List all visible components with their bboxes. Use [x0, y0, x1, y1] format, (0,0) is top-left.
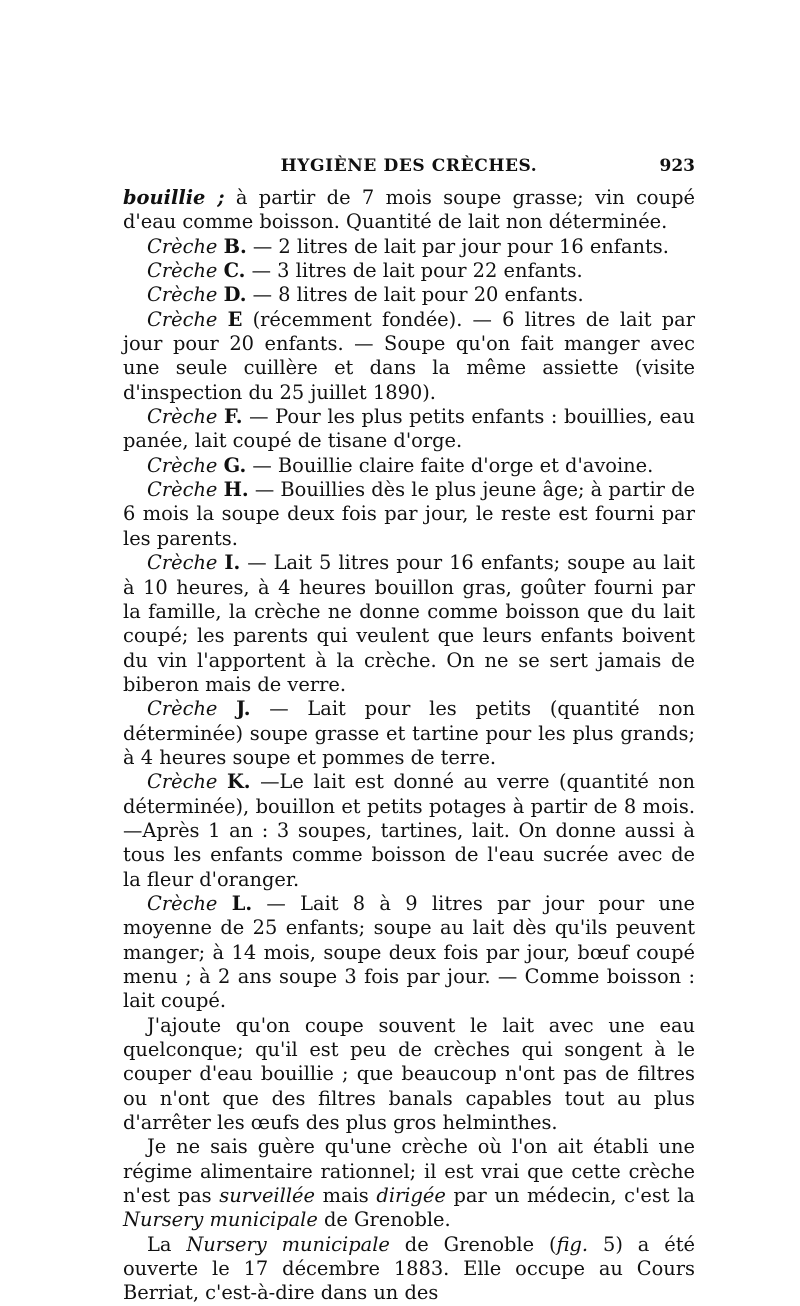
paragraph-text: —Le lait est donné au verre (quantité non déterminée), bouillon et petits potages à partir de 8 mois.—Après 1 an : 3 soupes, tartines, lait. On donne aussi à tous les enfants comme boisson de l'eau sucrée avec de la fleur d'oranger.: [123, 770, 695, 891]
creche-label: Crèche: [147, 234, 218, 258]
creche-code: C.: [223, 259, 246, 283]
creche-code: K.: [226, 770, 251, 794]
italic-run: Nursery municipale: [123, 1208, 318, 1232]
paragraph-run: de Grenoble (: [389, 1232, 557, 1256]
paragraph-text: J'ajoute qu'on coupe souvent le lait avec une eau quelconque; qu'il est peu de crèches qui songent à le couper d'eau bouillie ; que beaucoup n'ont pas de filtres ou n'ont que des filtres banals capables tout au plus d'arrêter les œufs des plus gros helminthes.: [123, 1013, 695, 1135]
creche-label: Crèche: [147, 551, 218, 575]
page-header: [123, 156, 695, 180]
paragraph: [123, 1135, 695, 1232]
paragraph-run: mais: [314, 1184, 377, 1208]
creche-entry: [123, 283, 695, 307]
paragraph-text: — Bouillie claire faite d'orge et d'avoine.: [246, 453, 654, 477]
paragraph-text: — 8 litres de lait pour 20 enfants.: [246, 283, 584, 307]
creche-label: Crèche: [147, 770, 218, 794]
creche-entry: [123, 308, 695, 405]
paragraph-text: — 2 litres de lait par jour pour 16 enfants.: [246, 234, 669, 258]
paragraph-text: — 3 litres de lait pour 22 enfants.: [245, 259, 583, 283]
creche-code: L.: [231, 891, 253, 915]
italic-run: Nursery municipale: [186, 1232, 390, 1256]
paragraph: [123, 1233, 695, 1306]
italic-lead: bouillie ;: [123, 186, 225, 209]
creche-label: Crèche: [147, 405, 218, 429]
creche-code: I.: [224, 551, 241, 575]
paragraph-text: — Pour les plus petits enfants : bouillies, eau panée, lait coupé de tisane d'orge.: [123, 405, 696, 453]
creche-code: E: [227, 307, 243, 331]
creche-code: G.: [223, 453, 247, 477]
creche-code: H.: [223, 478, 249, 502]
creche-entry: [123, 259, 695, 283]
creche-code: F.: [223, 405, 243, 429]
creche-code: B.: [223, 234, 247, 258]
paragraph-run: 5) a été ouverte le 17 décembre 1883. Elle occupe au Cours Berriat, c'est-à-dire dans un des: [123, 1232, 695, 1305]
creche-label: Crèche: [147, 259, 218, 283]
creche-code: J.: [236, 697, 251, 721]
creche-label: Crèche: [147, 478, 218, 502]
paragraph-text: — Lait 8 à 9 litres par jour pour une moyenne de 25 enfants; soupe au lait dès qu'ils peuvent manger; à 14 mois, soupe deux fois par jour, bœuf coupé menu ; à 2 ans soupe 3 fois par jour. — Comme boisson : lait coupé.: [123, 891, 695, 1013]
paragraph-text: (récemment fondée). — 6 litres de lait par jour pour 20 enfants. — Soupe qu'on fait manger avec une seule cuillère et dans la même assiette (visite d'inspection du 25 juillet 1890).: [123, 307, 696, 404]
creche-label: Crèche: [147, 697, 218, 721]
paragraph-run: de Grenoble.: [317, 1208, 451, 1232]
page-number: 923: [659, 156, 695, 176]
creche-label: Crèche: [147, 453, 218, 477]
creche-entry: [123, 454, 695, 478]
paragraph-text: — Lait 5 litres pour 16 enfants; soupe au lait à 10 heures, à 4 heures bouillon gras, goûter fourni par la famille, la crèche ne donne comme boisson que du lait coupé; les parents qui veulent que leurs enfants boivent du vin l'apportent à la crèche. On ne se sert jamais de biberon mais de verre.: [123, 551, 695, 696]
paragraph-run: Je ne sais guère qu'une crèche où l'on ait établi une régime alimentaire rationnel; il est vrai que cette crèche n'est pas: [123, 1135, 695, 1208]
creche-label: Crèche: [147, 307, 218, 331]
body-text: [123, 186, 695, 1306]
creche-code: D.: [223, 283, 247, 307]
paragraph-text: — Bouillies dès le plus jeune âge; à partir de 6 mois la soupe deux fois par jour, le reste est fourni par les parents.: [123, 478, 695, 550]
paragraph-text: — Lait pour les petits (quantité non déterminée) soupe grasse et tartine pour les plus grands; à 4 heures soupe et pommes de terre.: [123, 697, 695, 769]
italic-run: surveillée: [219, 1184, 315, 1208]
italic-run: dirigée: [376, 1184, 446, 1208]
italic-run: fig.: [556, 1232, 589, 1256]
creche-entry: [123, 697, 695, 770]
paragraph-text: à partir de 7 mois soupe grasse; vin coupé d'eau comme boisson. Quantité de lait non déterminée.: [123, 186, 695, 234]
paragraph-run: par un médecin, c'est la: [445, 1184, 695, 1208]
creche-label: Crèche: [147, 891, 218, 915]
running-title: HYGIÈNE DES CRÈCHES.: [280, 156, 538, 176]
creche-entry: [123, 478, 695, 551]
paragraph-run: La: [147, 1232, 187, 1256]
creche-entry: [123, 892, 695, 1014]
paragraph: [123, 186, 695, 235]
creche-entry: [123, 405, 695, 454]
creche-entry: [123, 551, 695, 697]
creche-entry: [123, 235, 695, 259]
creche-entry: [123, 770, 695, 892]
paragraph: [123, 1014, 695, 1136]
creche-label: Crèche: [147, 283, 218, 307]
